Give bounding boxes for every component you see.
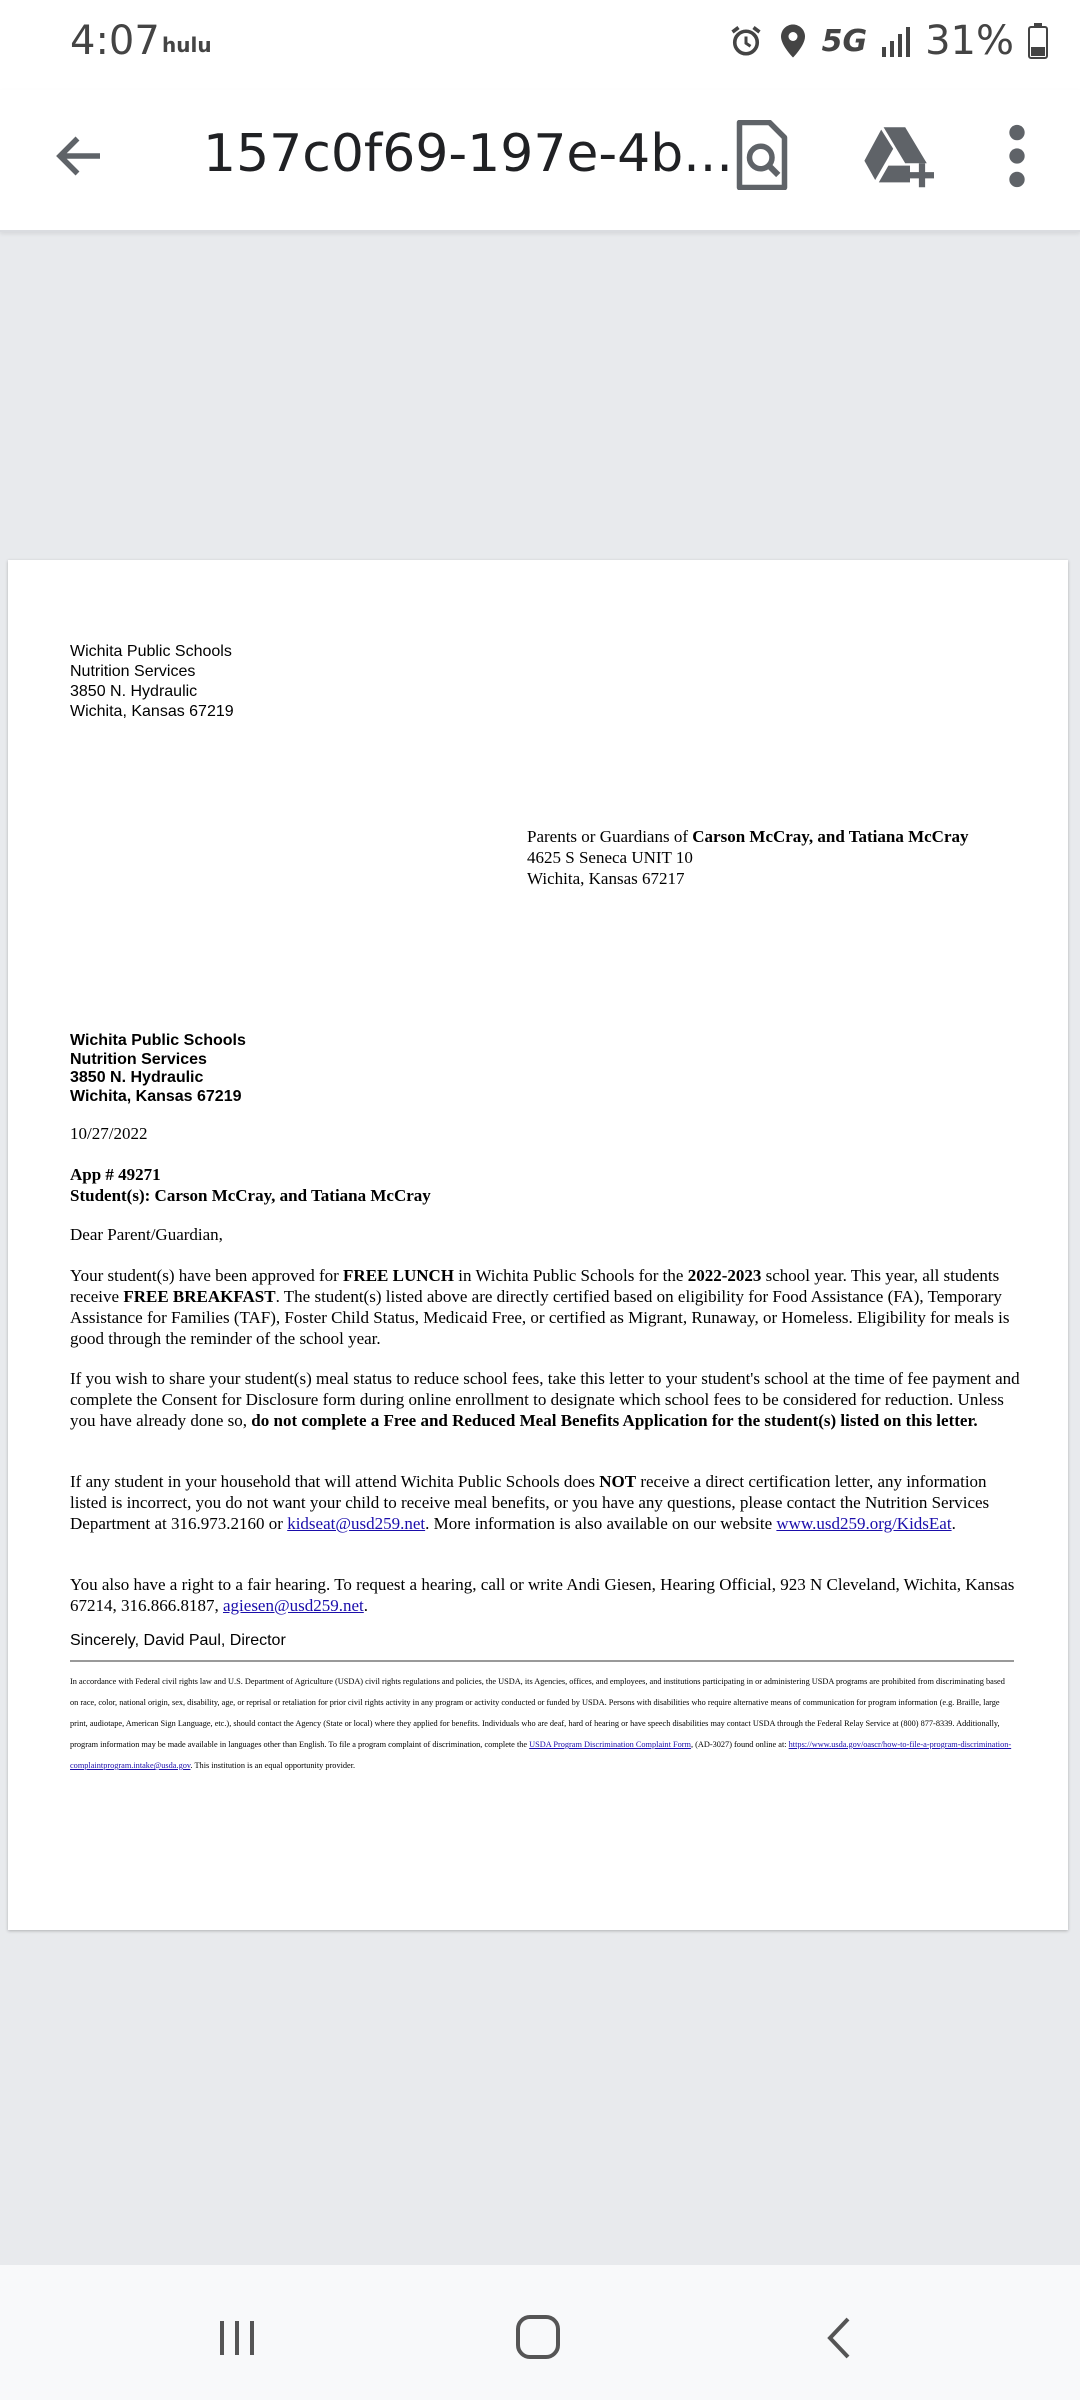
battery-icon [1028, 23, 1048, 59]
system-nav-bar [0, 2265, 1080, 2400]
students-line [70, 1185, 431, 1206]
students-label: Student(s): [70, 1186, 155, 1205]
pdf-page[interactable] [8, 560, 1068, 1930]
status-bar [0, 0, 1080, 90]
application-number: App # 49271 [70, 1165, 161, 1184]
status-time: 4:07 [70, 18, 160, 64]
alarm-icon [728, 23, 764, 59]
text: Your student(s) have been approved for [70, 1266, 344, 1285]
text: . [951, 1514, 956, 1533]
network-type: 5G [821, 23, 868, 59]
email-link-agiesen[interactable]: agiesen@usd259.net [223, 1596, 364, 1615]
back-icon[interactable] [824, 2315, 854, 2361]
usda-email-link[interactable]: program.intake@usda.gov [103, 1761, 191, 1770]
home-icon[interactable] [514, 2313, 562, 2361]
text-school-year: 2022-2023 [687, 1266, 762, 1285]
recipient-street: 4625 S Seneca UNIT 10 [527, 848, 693, 867]
text: in Wichita Public Schools for the [454, 1266, 688, 1285]
find-in-document-icon[interactable] [732, 120, 792, 190]
paragraph-approval [70, 1265, 1020, 1349]
email-link-kidseat[interactable]: kidseat@usd259.net [287, 1514, 426, 1533]
text: . The student(s) listed above are directly certified based on eligibility for Food Assistance (FA), Temporary Assistance for Families (TAF), Foster Child Status, Medicaid Free, or certified as Migrant, Runaway, or Homeless. Eligibility for meals is good through the reminder of the school year. [70, 1287, 1010, 1348]
sender-address-bold [70, 1032, 246, 1106]
paragraph-contact [70, 1471, 1020, 1534]
app-toolbar [0, 90, 1080, 232]
text: If you wish to share your student(s) meal status to reduce school fees, take this letter to your student's school at the time of fee payment and complete the Consent for Disclosure form during online enrollment to designate which school fees to be considered for reduction. Unless you have already done so, [70, 1369, 1020, 1430]
recipient-city: Wichita, Kansas 67217 [527, 869, 685, 888]
text: You also have a right to a fair hearing. To request a hearing, call or write Andi Giesen, Hearing Official, 923 N Cleveland, Wichita, Kansas 67214, 316.866.8187, [70, 1575, 1015, 1615]
text-do-not-complete: do not complete a Free and Reduced Meal Benefits Application for the student(s) listed on this letter. [251, 1411, 978, 1430]
document-title: 157c0f69-197e-4b... [203, 124, 733, 184]
sender-line: 3850 N. Hydraulic [70, 683, 198, 700]
sender-bold-line: Nutrition Services [70, 1050, 207, 1068]
status-icons [728, 18, 1048, 64]
complaint-form-link[interactable]: USDA Program Discrimination Complaint Form [529, 1740, 691, 1749]
paragraph-fees [70, 1368, 1020, 1431]
sender-bold-line: Wichita Public Schools [70, 1032, 246, 1049]
sender-bold-line: Wichita, Kansas 67219 [70, 1087, 242, 1105]
usda-url-link[interactable]: https://www.usda.gov/oascr/how-to-file-a-program-discrimination-complaint [70, 1740, 1012, 1770]
recipient-names: Carson McCray, and Tatiana McCray [692, 827, 969, 846]
recipient-line [527, 826, 969, 847]
location-icon [778, 23, 808, 59]
application-info [70, 1164, 431, 1206]
signal-icon [881, 25, 911, 57]
sender-line: Wichita Public Schools [70, 643, 232, 660]
sender-bold-line: 3850 N. Hydraulic [70, 1069, 204, 1086]
letter [8, 560, 1068, 1930]
sender-address-header [70, 642, 234, 722]
text: In accordance with Federal civil rights law and U.S. Department of Agriculture (USDA) civil rights regulations and policies, the USDA, its Agencies, offices, and employees, and institutions participating in or administering USDA programs are prohibited from discriminating based on race, color, national origin, sex, disability, age, or reprisal or retaliation for prior civil rights activity in any program or activity conducted or funded by USDA. Persons with disabilities who require alternative means of communication for program information (e.g. Braille, large print, audiotape, American Sign Language, etc.), should contact the Agency (State or local) where they applied for benefits. Individuals who are deaf, hard of hearing or have speech disabilities may contact USDA through the Federal Relay Service at (800) 877-8339. Additionally, program information may be made available in languages other than English. To file a program complaint of discrimination, complete the [70, 1677, 1005, 1749]
text-not: NOT [599, 1472, 637, 1491]
text: school year. This year, all students receive [70, 1266, 1000, 1306]
letter-date: 10/27/2022 [70, 1124, 148, 1143]
sender-line: Nutrition Services [70, 663, 196, 680]
text: receive a direct certification letter, any information listed is incorrect, you do not want your child to receive meal benefits, or you have any questions, please contact the Nutrition Services Department at 316.973.2160 or [70, 1472, 990, 1533]
arrow-back-icon[interactable] [50, 126, 110, 186]
add-to-drive-icon[interactable] [862, 124, 934, 188]
website-link[interactable]: www.usd259.org/KidsEat [776, 1514, 952, 1533]
text: . This institution is an equal opportunity provider. [190, 1761, 356, 1770]
nondiscrimination-statement [70, 1671, 1014, 1776]
text-free-breakfast: FREE BREAKFAST [123, 1287, 276, 1306]
battery-percent: 31% [925, 18, 1014, 64]
sender-line: Wichita, Kansas 67219 [70, 703, 234, 720]
paragraph-hearing [70, 1574, 1020, 1616]
recent-apps-icon[interactable] [216, 2317, 258, 2359]
recipient-address [527, 826, 969, 889]
status-app-indicator: hulu [162, 33, 212, 57]
text-free-lunch: FREE LUNCH [343, 1266, 455, 1285]
students-names: Carson McCray, and Tatiana McCray [154, 1186, 431, 1205]
signature: Sincerely, David Paul, Director [70, 1632, 286, 1649]
text: If any student in your household that will attend Wichita Public Schools does [70, 1472, 600, 1491]
greeting: Dear Parent/Guardian, [70, 1225, 223, 1244]
text: . More information is also available on our website [425, 1514, 777, 1533]
recipient-prefix: Parents or Guardians of [527, 827, 693, 846]
divider [70, 1660, 1014, 1662]
more-vert-icon[interactable] [1000, 124, 1034, 188]
text: . [363, 1596, 369, 1615]
text: , (AD-3027) found online at: [690, 1740, 789, 1749]
